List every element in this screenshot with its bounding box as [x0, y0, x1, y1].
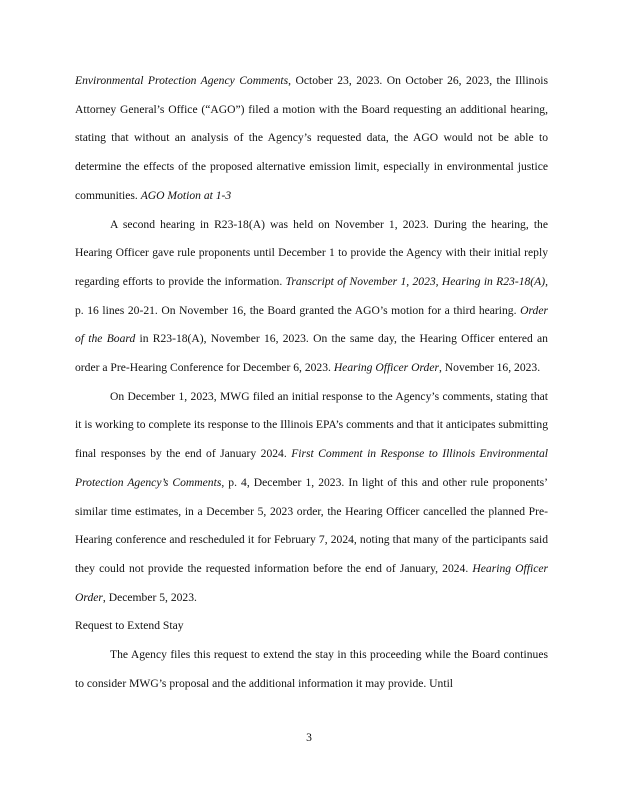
- paragraph-4: The Agency files this request to extend the stay in this proceeding while the Board continues to consider MWG’s proposal and the additional information it may provide. Until: [75, 648, 548, 690]
- page-number: 3: [306, 731, 312, 744]
- paragraph-text: , October 23, 2023. On October 26, 2023, the Illinois Attorney General’s Office (“AGO”) filed a motion with the Board requesting an additional hearing, stating that without an analysis of the Agency’s requested data, the AGO would not be able to determine the effects of the proposed alternative emission limit, especially in environmental justice communities.: [75, 74, 548, 202]
- paragraph-text: , December 5, 2023.: [102, 590, 197, 604]
- paragraph-text: , November 16, 2023.: [439, 361, 541, 375]
- paragraph-text: On December 1, 2023, MWG filed an initial response to the Agency’s comments, stating that it is working to complete its response to the Illinois EPA’s comments and that it anticipates submitting final responses by the end of January 2024.: [75, 389, 548, 461]
- citation: Hearing Officer Order: [75, 561, 548, 604]
- citation: Environmental Protection Agency Comments: [75, 74, 289, 87]
- citation: Transcript of November 1, 2023, Hearing in R23-18(A): [285, 274, 546, 288]
- paragraph-text: A second hearing in R23-18(A) was held on November 1, 2023. During the hearing, the Hearing Officer gave rule proponents until December 1 to provide the Agency with their initial reply regarding efforts to provide the information.: [75, 217, 548, 288]
- paragraph-text: , p. 16 lines 20-21. On November 16, the Board granted the AGO’s motion for a third hearing.: [75, 274, 548, 317]
- citation: First Comment in Response to Illinois Environmental Protection Agency’s Comments: [75, 447, 548, 489]
- paragraph-1: [75, 67, 548, 211]
- citation: Hearing Officer Order: [333, 361, 439, 375]
- citation: Order of the Board: [75, 303, 548, 346]
- paragraph-text: , p. 4, December 1, 2023. In light of this and other rule proponents’ similar time estimates, in a December 5, 2023 order, the Hearing Officer cancelled the planned Pre-Hearing conference and rescheduled it for February 7, 2024, noting that many of the participants said they could not provide the requested information before the end of January, 2024.: [75, 475, 548, 575]
- paragraph-3: [75, 383, 548, 613]
- paragraph-text: in R23-18(A), November 16, 2023. On the same day, the Hearing Officer entered an order a Pre-Hearing Conference for December 6, 2023.: [75, 332, 548, 375]
- citation: AGO Motion at 1-3: [140, 188, 232, 202]
- section-heading: Request to Extend Stay: [75, 619, 184, 633]
- paragraph-2: [75, 211, 548, 383]
